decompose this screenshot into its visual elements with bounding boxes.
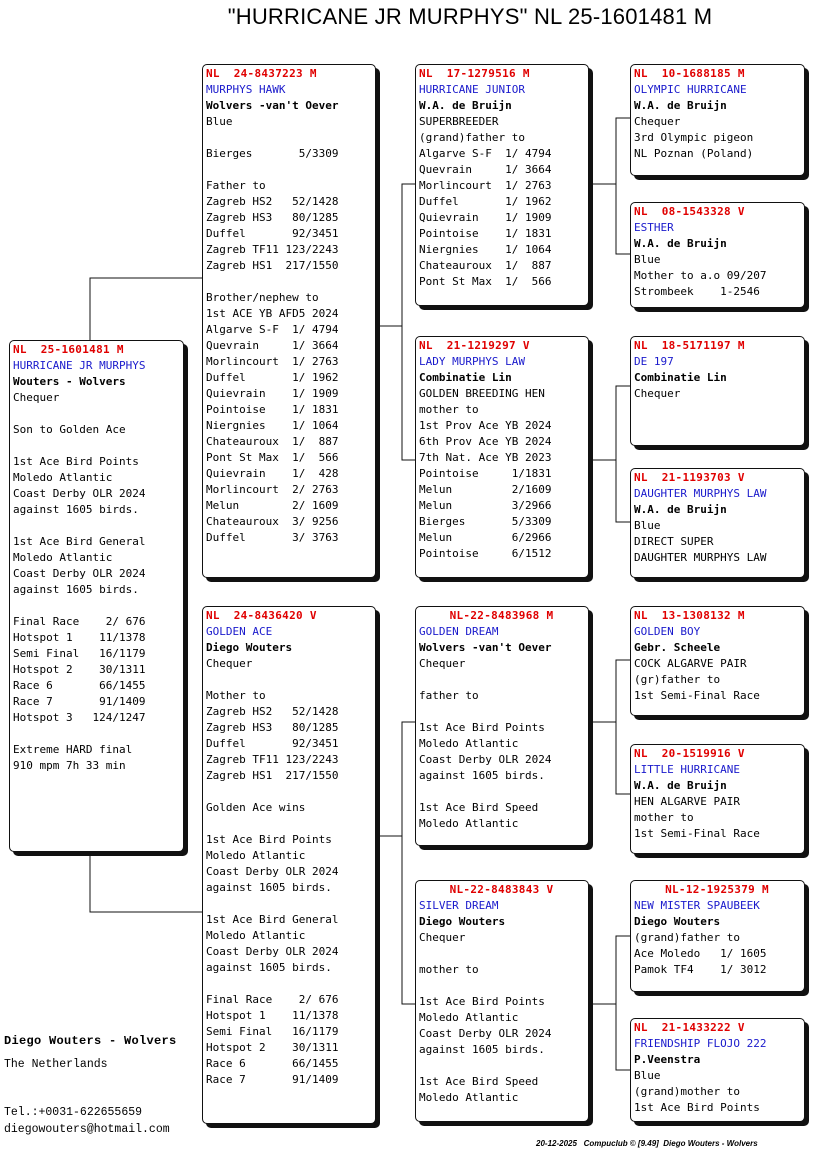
note-line: (gr)father to <box>634 673 721 686</box>
pigeon-card-father-mother <box>415 336 589 578</box>
note-line: Chateauroux 1/ 887 <box>206 435 339 448</box>
note-line: Algarve S-F 1/ 4794 <box>419 147 552 160</box>
note-line: Chequer <box>206 657 253 670</box>
ring-number: NL 24-8436420 V <box>206 609 317 622</box>
note-line: Chequer <box>634 387 681 400</box>
note-line: Coast Derby OLR 2024 <box>419 753 552 766</box>
note-line: Moledo Atlantic <box>419 817 519 830</box>
pigeon-card-fmm <box>630 468 805 578</box>
note-line: mother to <box>419 963 479 976</box>
note-line: Melun 3/2966 <box>419 499 552 512</box>
note-line: Chequer <box>419 657 466 670</box>
note-line <box>206 274 371 290</box>
note-line: 1st ACE YB AFD5 2024 <box>206 307 339 320</box>
pedigree-title: "HURRICANE JR MURPHYS" NL 25-1601481 M <box>227 4 713 29</box>
note-line <box>419 978 584 994</box>
note-line: Chequer <box>13 391 60 404</box>
note-line: 3rd Olympic pigeon <box>634 131 754 144</box>
note-line <box>419 672 584 688</box>
note-line: Blue <box>634 253 661 266</box>
note-line: Morlincourt 2/ 2763 <box>206 483 339 496</box>
note-line: Extreme HARD final <box>13 743 133 756</box>
owner-name: W.A. de Bruijn <box>419 99 512 112</box>
note-line: Hotspot 1 11/1378 <box>206 1009 339 1022</box>
note-line: GOLDEN BREEDING HEN <box>419 387 545 400</box>
pigeon-notes <box>634 656 800 704</box>
note-line: Moledo Atlantic <box>206 929 306 942</box>
pigeon-card-mother-mother <box>415 880 589 1122</box>
ring-number: NL 21-1193703 V <box>634 471 745 484</box>
owner-name: Diego Wouters <box>419 915 506 928</box>
note-line <box>206 816 371 832</box>
note-line: Pamok TF4 1/ 3012 <box>634 963 767 976</box>
note-line: mother to <box>634 811 694 824</box>
note-line: Moledo Atlantic <box>13 551 113 564</box>
pigeon-name: FRIENDSHIP FLOJO 222 <box>634 1037 767 1050</box>
note-line: Chequer <box>419 931 466 944</box>
note-line: (grand)father to <box>634 931 740 944</box>
note-line: (grand)father to <box>419 131 525 144</box>
note-line: Ace Moledo 1/ 1605 <box>634 947 767 960</box>
pigeon-name: SILVER DREAM <box>419 899 499 912</box>
owner-name: Gebr. Scheele <box>634 641 721 654</box>
owner-name: W.A. de Bruijn <box>634 237 727 250</box>
note-line: Golden Ace wins <box>206 801 306 814</box>
note-line: Pointoise 1/ 1831 <box>419 227 552 240</box>
note-line: 6th Prov Ace YB 2024 <box>419 435 552 448</box>
pigeon-notes <box>634 114 800 162</box>
pigeon-card-mff <box>630 606 805 716</box>
owner-name: W.A. de Bruijn <box>634 503 727 516</box>
note-line: Zagreb HS2 52/1428 <box>206 705 339 718</box>
note-line: Moledo Atlantic <box>419 737 519 750</box>
note-line: Bierges 5/3309 <box>419 515 552 528</box>
note-line: Final Race 2/ 676 <box>13 615 146 628</box>
breeder-email: diegowouters@hotmail.com <box>4 1123 170 1136</box>
note-line: against 1605 birds. <box>206 961 332 974</box>
note-line: Morlincourt 1/ 2763 <box>206 355 339 368</box>
pigeon-name: MURPHYS HAWK <box>206 83 286 96</box>
note-line: Zagreb TF11 123/2243 <box>206 243 339 256</box>
pigeon-card-subject <box>9 340 184 852</box>
note-line: Mother to a.o 09/207 <box>634 269 767 282</box>
note-line <box>419 946 584 962</box>
note-line: father to <box>419 689 479 702</box>
pigeon-name: HURRICANE JUNIOR <box>419 83 525 96</box>
ring-number: NL-22-8483968 M <box>449 609 554 622</box>
note-line <box>206 130 371 146</box>
note-line: Bierges 5/3309 <box>206 147 339 160</box>
note-line <box>13 406 179 422</box>
ring-number: NL 17-1279516 M <box>419 67 530 80</box>
note-line: 1st Ace Bird Speed <box>419 801 539 814</box>
note-line: 1st Ace Bird Points <box>13 455 139 468</box>
note-line: Blue <box>206 115 233 128</box>
note-line: Blue <box>634 519 661 532</box>
note-line <box>13 726 179 742</box>
note-line: 1st Prov Ace YB 2024 <box>419 419 552 432</box>
note-line <box>206 976 371 992</box>
pigeon-notes <box>419 930 584 1106</box>
note-line: 1st Semi-Final Race <box>634 827 760 840</box>
note-line: Final Race 2/ 676 <box>206 993 339 1006</box>
pigeon-card-ffm <box>630 202 805 308</box>
note-line <box>419 704 584 720</box>
note-line: Duffel 92/3451 <box>206 737 339 750</box>
note-line: Semi Final 16/1179 <box>206 1025 339 1038</box>
note-line: Quevrain 1/ 3664 <box>206 339 339 352</box>
note-line <box>419 784 584 800</box>
print-info: 20-12-2025 Compuclub © [9.49] Diego Wouters - Wolvers <box>536 1139 758 1148</box>
note-line: 910 mpm 7h 33 min <box>13 759 126 772</box>
note-line: Mother to <box>206 689 266 702</box>
note-line: Melun 6/2966 <box>419 531 552 544</box>
pigeon-notes <box>634 252 800 300</box>
pigeon-name: HURRICANE JR MURPHYS <box>13 359 146 372</box>
owner-name: W.A. de Bruijn <box>634 779 727 792</box>
note-line: Pointoise 1/1831 <box>419 467 552 480</box>
note-line: Hotspot 3 124/1247 <box>13 711 146 724</box>
note-line: Zagreb HS2 52/1428 <box>206 195 339 208</box>
owner-name: Combinatie Lin <box>419 371 512 384</box>
note-line: Strombeek 1-2546 <box>634 285 760 298</box>
note-line: Duffel 1/ 1962 <box>419 195 552 208</box>
pigeon-name: LITTLE HURRICANE <box>634 763 740 776</box>
owner-name: Diego Wouters <box>206 641 293 654</box>
pigeon-notes <box>634 930 800 978</box>
pigeon-name: DAUGHTER MURPHYS LAW <box>634 487 767 500</box>
note-line: Coast Derby OLR 2024 <box>13 567 146 580</box>
owner-name: P.Veenstra <box>634 1053 701 1066</box>
note-line: Morlincourt 1/ 2763 <box>419 179 552 192</box>
note-line: Pont St Max 1/ 566 <box>419 275 552 288</box>
note-line: against 1605 birds. <box>206 881 332 894</box>
owner-name: Wolvers -van't Oever <box>206 99 339 112</box>
note-line: Race 6 66/1455 <box>13 679 146 692</box>
note-line: Coast Derby OLR 2024 <box>419 1027 552 1040</box>
pigeon-name: GOLDEN BOY <box>634 625 701 638</box>
note-line: 1st Ace Bird General <box>13 535 146 548</box>
note-line: Coast Derby OLR 2024 <box>206 865 339 878</box>
note-line: Chateauroux 3/ 9256 <box>206 515 339 528</box>
note-line: Pont St Max 1/ 566 <box>206 451 339 464</box>
note-line: Duffel 3/ 3763 <box>206 531 339 544</box>
pigeon-card-mother-father <box>415 606 589 846</box>
note-line: Zagreb HS3 80/1285 <box>206 211 339 224</box>
pigeon-card-father-father <box>415 64 589 306</box>
ring-number: NL 20-1519916 V <box>634 747 745 760</box>
note-line: Coast Derby OLR 2024 <box>206 945 339 958</box>
ring-number: NL 21-1219297 V <box>419 339 530 352</box>
note-line: against 1605 birds. <box>419 1043 545 1056</box>
pigeon-name: LADY MURPHYS LAW <box>419 355 525 368</box>
note-line: mother to <box>419 403 479 416</box>
note-line: Quievrain 1/ 428 <box>206 467 339 480</box>
note-line: Quievrain 1/ 1909 <box>206 387 339 400</box>
note-line: Melun 2/ 1609 <box>206 499 339 512</box>
pigeon-notes <box>634 386 800 402</box>
note-line: Quievrain 1/ 1909 <box>419 211 552 224</box>
note-line: Pointoise 6/1512 <box>419 547 552 560</box>
note-line: SUPERBREEDER <box>419 115 499 128</box>
ring-number: NL 18-5171197 M <box>634 339 745 352</box>
pigeon-name: DE 197 <box>634 355 674 368</box>
note-line: Race 7 91/1409 <box>206 1073 339 1086</box>
note-line <box>206 784 371 800</box>
pigeon-card-mother <box>202 606 376 1124</box>
pigeon-card-fff <box>630 64 805 176</box>
note-line <box>206 162 371 178</box>
note-line: Moledo Atlantic <box>206 849 306 862</box>
note-line: Zagreb HS3 80/1285 <box>206 721 339 734</box>
note-line: (grand)mother to <box>634 1085 740 1098</box>
note-line: Moledo Atlantic <box>419 1011 519 1024</box>
pigeon-name: NEW MISTER SPAUBEEK <box>634 899 760 912</box>
note-line: 1st Ace Bird Points <box>419 995 545 1008</box>
note-line: Race 6 66/1455 <box>206 1057 339 1070</box>
ring-number: NL 24-8437223 M <box>206 67 317 80</box>
note-line: Quevrain 1/ 3664 <box>419 163 552 176</box>
breeder-phone: Tel.:+0031-622655659 <box>4 1106 143 1119</box>
note-line <box>206 672 371 688</box>
owner-name: Diego Wouters <box>634 915 721 928</box>
note-line <box>13 438 179 454</box>
note-line: Brother/nephew to <box>206 291 319 304</box>
owner-name: Wolvers -van't Oever <box>419 641 552 654</box>
note-line <box>13 518 179 534</box>
note-line: against 1605 birds. <box>419 769 545 782</box>
note-line: DIRECT SUPER <box>634 535 714 548</box>
note-line: Coast Derby OLR 2024 <box>13 487 146 500</box>
ring-number: NL-22-8483843 V <box>449 883 554 896</box>
note-line: DAUGHTER MURPHYS LAW <box>634 551 767 564</box>
pigeon-notes <box>13 390 179 774</box>
pigeon-name: GOLDEN DREAM <box>419 625 499 638</box>
note-line: COCK ALGARVE PAIR <box>634 657 747 670</box>
pigeon-notes <box>634 794 800 842</box>
note-line: Niergnies 1/ 1064 <box>206 419 339 432</box>
note-line: 1st Ace Bird Points <box>419 721 545 734</box>
breeder-country: The Netherlands <box>4 1058 108 1071</box>
note-line: Melun 2/1609 <box>419 483 552 496</box>
owner-name: Wouters - Wolvers <box>13 375 126 388</box>
ring-number: NL 08-1543328 V <box>634 205 745 218</box>
note-line: Zagreb HS1 217/1550 <box>206 769 339 782</box>
pigeon-card-mfm <box>630 744 805 854</box>
pigeon-card-mmm <box>630 1018 805 1122</box>
note-line: Moledo Atlantic <box>13 471 113 484</box>
pigeon-notes <box>206 114 371 546</box>
note-line: Moledo Atlantic <box>419 1091 519 1104</box>
note-line: 1st Ace Bird Points <box>634 1101 760 1114</box>
pigeon-notes <box>634 518 800 566</box>
note-line: Son to Golden Ace <box>13 423 126 436</box>
note-line: Hotspot 1 11/1378 <box>13 631 146 644</box>
breeder-name: Diego Wouters - Wolvers <box>4 1034 177 1048</box>
note-line: Blue <box>634 1069 661 1082</box>
pigeon-card-father <box>202 64 376 578</box>
owner-name: Combinatie Lin <box>634 371 727 384</box>
pigeon-card-fmf <box>630 336 805 446</box>
note-line: Hotspot 2 30/1311 <box>13 663 146 676</box>
pigeon-name: ESTHER <box>634 221 674 234</box>
ring-number: NL 10-1688185 M <box>634 67 745 80</box>
note-line: 1st Ace Bird Points <box>206 833 332 846</box>
note-line <box>419 1058 584 1074</box>
note-line: HEN ALGARVE PAIR <box>634 795 740 808</box>
pigeon-notes <box>634 1068 800 1116</box>
note-line: Duffel 1/ 1962 <box>206 371 339 384</box>
owner-name: W.A. de Bruijn <box>634 99 727 112</box>
note-line: Father to <box>206 179 266 192</box>
pigeon-name: OLYMPIC HURRICANE <box>634 83 747 96</box>
note-line: 1st Semi-Final Race <box>634 689 760 702</box>
ring-number: NL 13-1308132 M <box>634 609 745 622</box>
pigeon-card-mmf <box>630 880 805 992</box>
ring-number: NL-12-1925379 M <box>665 883 769 896</box>
note-line: Semi Final 16/1179 <box>13 647 146 660</box>
note-line: against 1605 birds. <box>13 583 139 596</box>
note-line: 1st Ace Bird Speed <box>419 1075 539 1088</box>
pigeon-notes <box>206 656 371 1088</box>
note-line: Hotspot 2 30/1311 <box>206 1041 339 1054</box>
note-line <box>206 896 371 912</box>
note-line: Zagreb TF11 123/2243 <box>206 753 339 766</box>
note-line: Chequer <box>634 115 681 128</box>
note-line <box>13 598 179 614</box>
note-line: Niergnies 1/ 1064 <box>419 243 552 256</box>
note-line: Race 7 91/1409 <box>13 695 146 708</box>
note-line: Zagreb HS1 217/1550 <box>206 259 339 272</box>
note-line: Algarve S-F 1/ 4794 <box>206 323 339 336</box>
pigeon-notes <box>419 656 584 832</box>
note-line: NL Poznan (Poland) <box>634 147 754 160</box>
pigeon-notes <box>419 114 584 290</box>
note-line: 7th Nat. Ace YB 2023 <box>419 451 552 464</box>
note-line: 1st Ace Bird General <box>206 913 339 926</box>
ring-number: NL 21-1433222 V <box>634 1021 745 1034</box>
note-line: Pointoise 1/ 1831 <box>206 403 339 416</box>
pigeon-notes <box>419 386 584 562</box>
ring-number: NL 25-1601481 M <box>13 343 124 356</box>
note-line: Duffel 92/3451 <box>206 227 339 240</box>
pigeon-name: GOLDEN ACE <box>206 625 273 638</box>
note-line: Chateauroux 1/ 887 <box>419 259 552 272</box>
note-line: against 1605 birds. <box>13 503 139 516</box>
